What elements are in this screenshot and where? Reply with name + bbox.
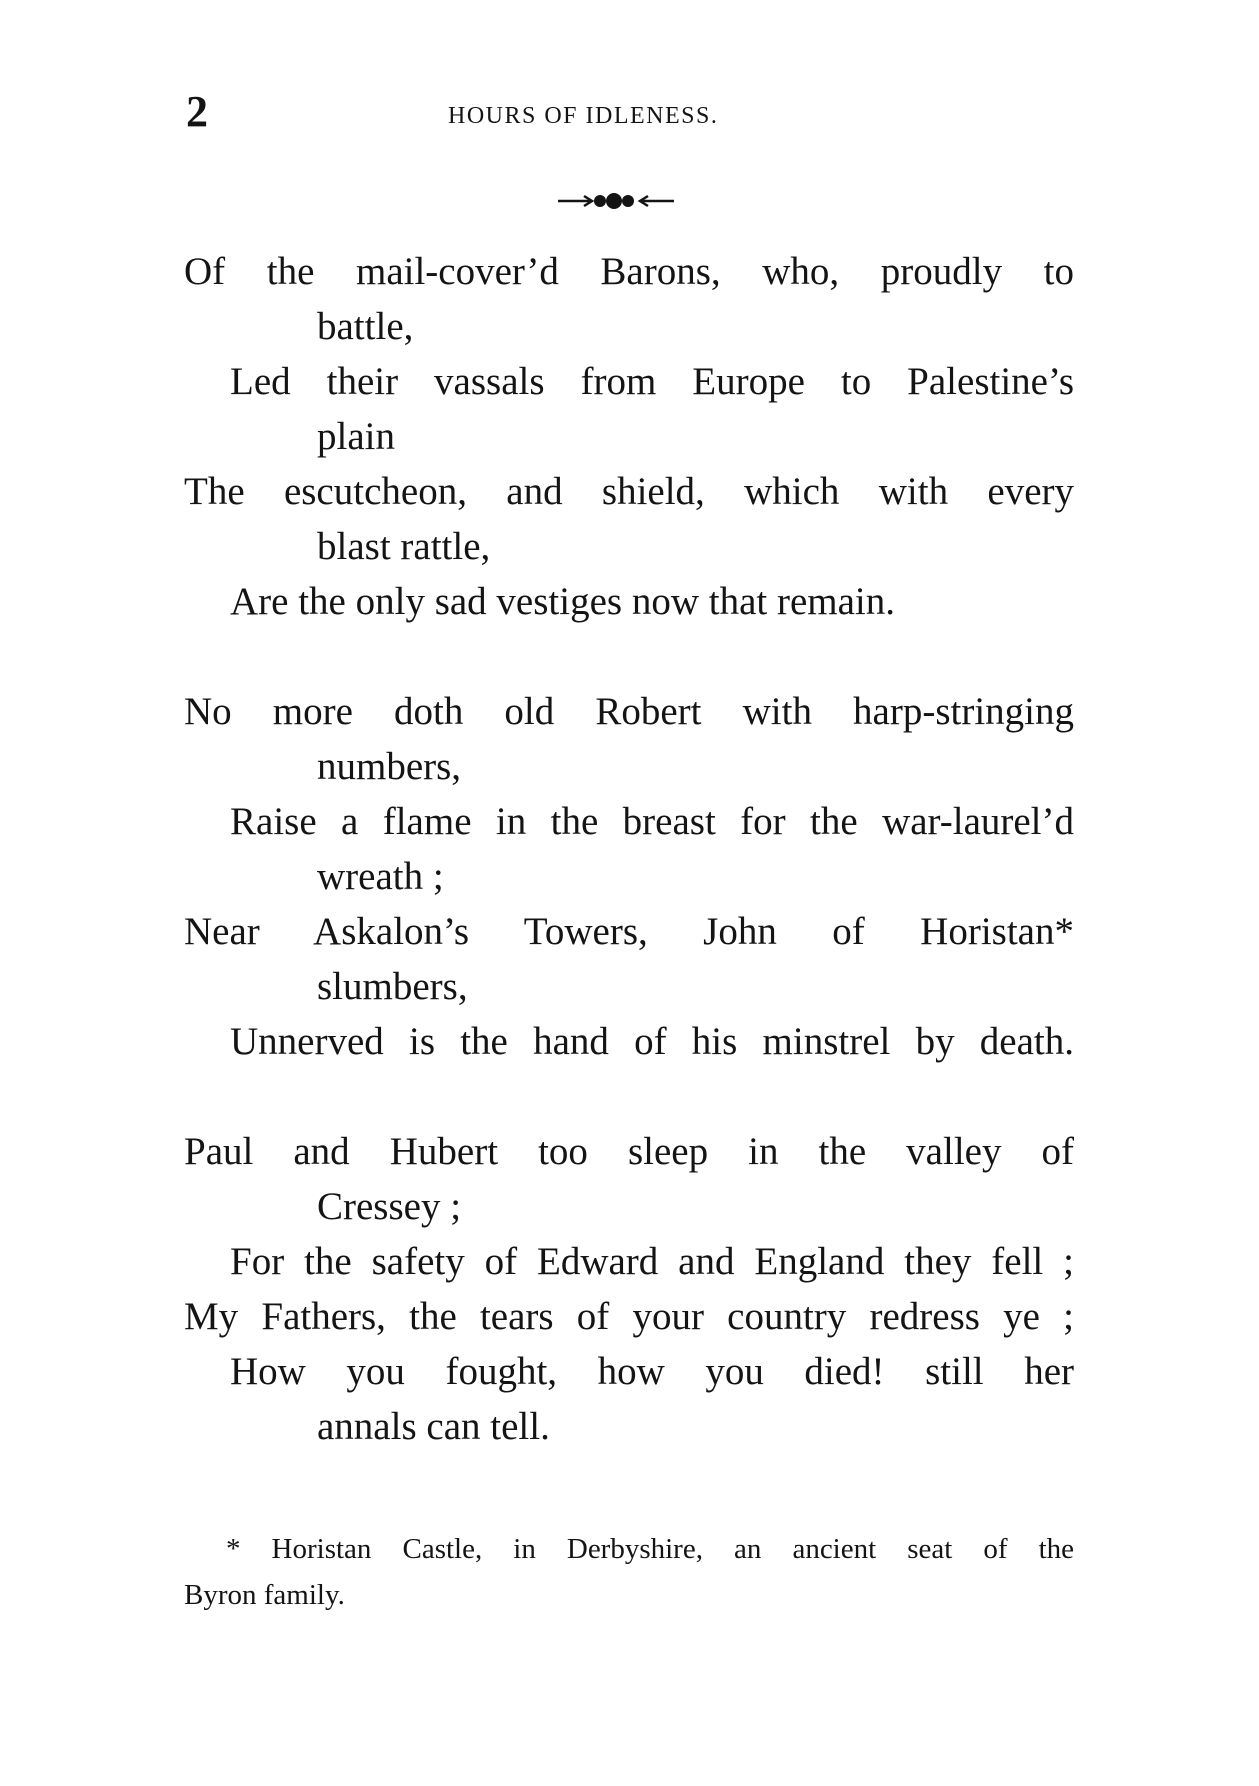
verse-line-continuation: plain: [317, 415, 395, 458]
verse-line: Are the only sad vestiges now that remain.: [230, 580, 895, 623]
verse-line-continuation: wreath ;: [317, 855, 444, 898]
verse-line: No more doth old Robert with harp-stringing: [184, 690, 1074, 733]
verse-line-continuation: Cressey ;: [317, 1185, 462, 1228]
verse-line: Of the mail-cover’d Barons, who, proudly to: [184, 250, 1074, 293]
ornament-divider-icon: [556, 186, 676, 216]
verse-line: Paul and Hubert too sleep in the valley of: [184, 1130, 1074, 1173]
verse-line: How you fought, how you died! still her: [230, 1350, 1074, 1393]
stanza-3: [184, 1124, 1074, 1454]
stanza-2: [184, 684, 1074, 1069]
verse-line: The escutcheon, and shield, which with every: [184, 470, 1074, 513]
verse-line-continuation: battle,: [317, 305, 414, 348]
verse-line: Near Askalon’s Towers, John of Horistan*: [184, 910, 1074, 953]
verse-line: My Fathers, the tears of your country redress ye ;: [184, 1295, 1074, 1338]
verse-line: Raise a flame in the breast for the war-laurel’d: [230, 800, 1074, 843]
verse-line: Unnerved is the hand of his minstrel by death.: [230, 1020, 1074, 1063]
running-title: HOURS OF IDLENESS.: [448, 103, 719, 129]
verse-line-continuation: slumbers,: [317, 965, 468, 1008]
footnote-line: Byron family.: [184, 1579, 345, 1611]
stanza-1: [184, 244, 1074, 629]
verse-line-continuation: annals can tell.: [317, 1405, 550, 1448]
footnote-line: * Horistan Castle, in Derbyshire, an ancient seat of the: [226, 1533, 1074, 1565]
verse-line-continuation: blast rattle,: [317, 525, 491, 568]
verse-line-continuation: numbers,: [317, 745, 462, 788]
page-number: 2: [186, 87, 208, 136]
footnote: [184, 1526, 1074, 1618]
poem-body: [184, 244, 1074, 1509]
verse-line: For the safety of Edward and England they fell ;: [230, 1240, 1074, 1283]
verse-line: Led their vassals from Europe to Palestine’s: [230, 360, 1074, 403]
